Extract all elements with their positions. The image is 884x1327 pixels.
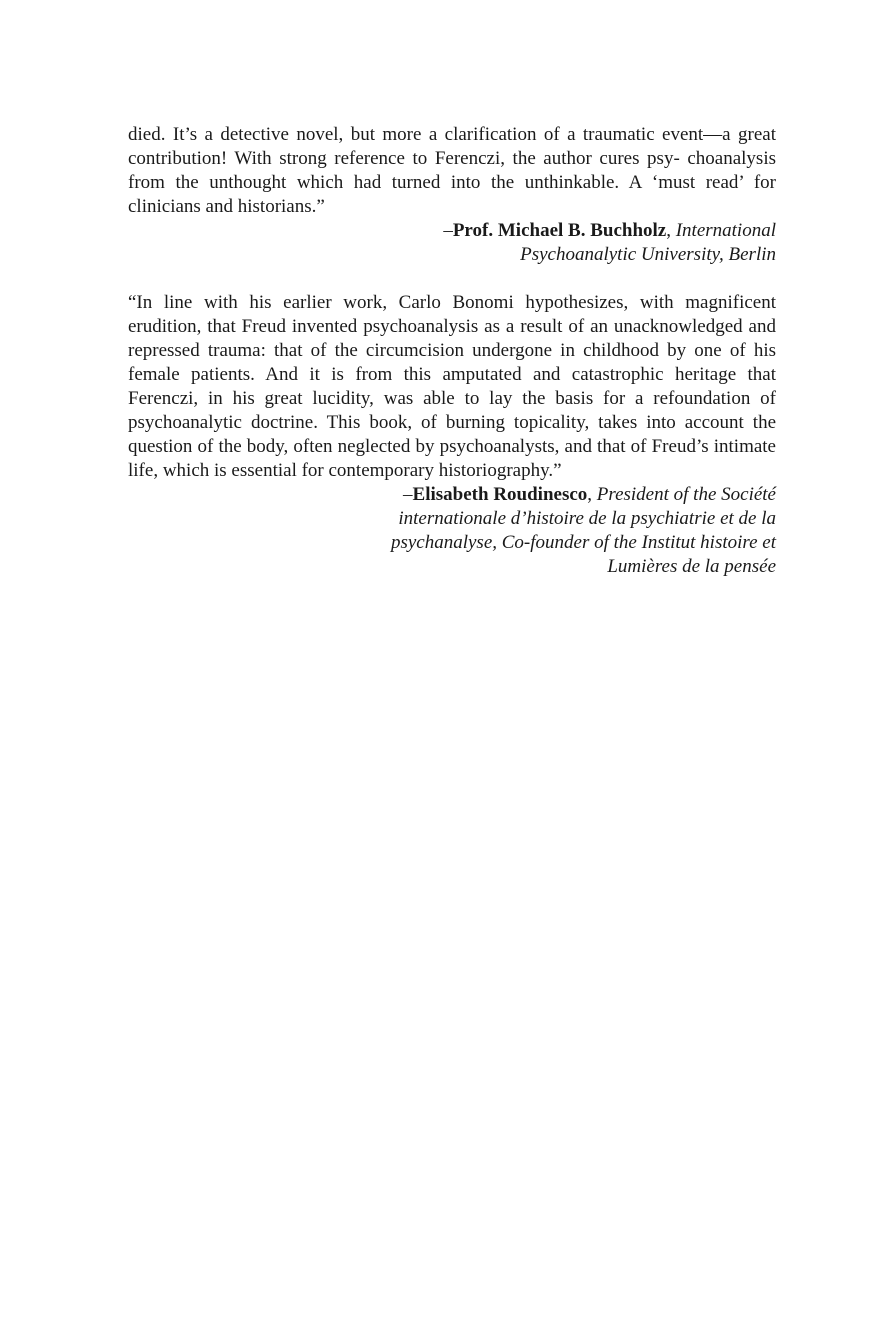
attribution-dash: – (443, 220, 453, 241)
endorsement-roudinesco (128, 291, 776, 579)
endorser-affiliation: International (675, 220, 776, 241)
endorser-name: Elisabeth Roudinesco (412, 484, 588, 505)
endorsement-attribution-cont (128, 555, 776, 579)
endorser-affiliation-cont: psychanalyse, Co-founder of the Institut histoire et (390, 532, 776, 553)
endorsement-attribution-cont (128, 507, 776, 531)
endorser-affiliation-cont: Lumières de la pensée (607, 556, 776, 577)
quote-text-part-1: died. It’s a detective novel, but more a clarification of a traumatic event—a great contribution! With strong reference to Ferenczi, the author cures psy- (128, 124, 776, 169)
endorsement-buchholz (128, 123, 776, 267)
attribution-separator: , (666, 220, 676, 241)
endorser-affiliation: President of the Société (596, 484, 776, 505)
quote-text-part-2: choanalysis from the unthought which had turned into the unthinkable. A ‘must read’ for clinicians and historians.” (128, 148, 776, 217)
attribution-separator: , (587, 484, 597, 505)
endorser-affiliation-cont: internationale d’histoire de la psychiatrie et de la (398, 508, 776, 529)
endorsement-attribution-cont (128, 531, 776, 555)
endorsement-attribution-cont (128, 243, 776, 267)
endorser-name: Prof. Michael B. Buchholz (452, 220, 667, 241)
endorser-affiliation-cont: Psychoanalytic University, Berlin (520, 244, 776, 265)
endorsement-quote (128, 123, 776, 219)
endorsement-attribution (128, 219, 776, 243)
page-content (128, 123, 776, 579)
attribution-dash: – (403, 484, 413, 505)
endorsement-quote: “In line with his earlier work, Carlo Bonomi hypothesizes, with magnificent erudition, that Freud invented psychoanalysis as a result of an unacknowledged and repressed trauma: that of the circumcision undergone in childhood by one of his female patients. And it is from this amputated and catastrophic heritage that Ferenczi, in his great lucidity, was able to lay the basis for a refoundation of psychoanalytic doctrine. This book, of burning topicality, takes into account the question of the body, often neglected by psychoanalysts, and that of Freud’s intimate life, which is essential for contemporary historiography.” (128, 292, 776, 481)
endorsement-attribution (128, 483, 776, 507)
